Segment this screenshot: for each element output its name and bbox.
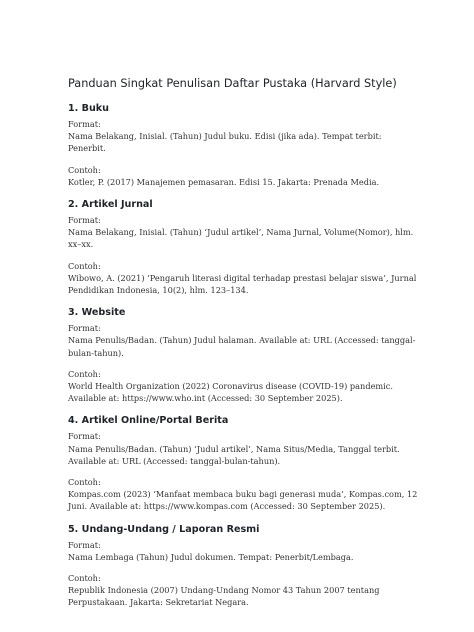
format-text: Nama Belakang, Inisial. (Tahun) ‘Judul artikel’, Nama Jurnal, Volume(Nomor), hlm. xx–xx.	[68, 227, 414, 250]
section-undang-undang	[68, 523, 420, 609]
section-heading: 2. Artikel Jurnal	[68, 199, 153, 211]
example-label: Contoh:	[68, 260, 101, 271]
example-label: Contoh:	[68, 573, 101, 584]
example-text: Kotler, P. (2017) Manajemen pemasaran. Edisi 15. Jakarta: Prenada Media.	[68, 176, 380, 187]
example-label: Contoh:	[68, 164, 101, 175]
format-label: Format:	[68, 539, 101, 550]
format-text: Nama Penulis/Badan. (Tahun) Judul halaman. Available at: URL (Accessed: tanggal-bulan-tahun).	[68, 335, 416, 358]
format-text: Nama Belakang, Inisial. (Tahun) Judul buku. Edisi (jika ada). Tempat terbit: Penerbit.	[68, 131, 382, 154]
section-buku	[68, 102, 420, 198]
format-label: Format:	[68, 215, 101, 226]
section-artikel-online	[68, 414, 420, 522]
section-heading: 3. Website	[68, 307, 126, 319]
document-body	[68, 76, 420, 609]
example-label: Contoh:	[68, 368, 101, 379]
example-text: Wibowo, A. (2021) ‘Pengaruh literasi digital terhadap prestasi belajar siswa’, Jurnal Pendidikan Indonesia, 10(2), hlm. 123–134.	[68, 272, 417, 296]
section-heading: 1. Buku	[68, 103, 110, 114]
section-heading: 5. Undang-Undang / Laporan Resmi	[68, 523, 260, 535]
example-text: World Health Organization (2022) Coronavirus disease (COVID-19) pandemic. Available at: https://www.who.int (Accessed: 30 September 2025).	[68, 381, 393, 404]
format-label: Format:	[68, 431, 101, 442]
section-heading: 4. Artikel Online/Portal Berita	[68, 415, 229, 427]
document-title: Panduan Singkat Penulisan Daftar Pustaka (Harvard Style)	[68, 77, 397, 90]
example-text: Kompas.com (2023) ‘Manfaat membaca buku bagi generasi muda’, Kompas.com, 12 Juni. Available at: https://www.kompas.com (Accessed: 30 September 2025).	[68, 489, 418, 512]
section-website	[68, 306, 420, 414]
format-label: Format:	[68, 323, 101, 334]
section-artikel-jurnal	[68, 198, 420, 306]
format-text: Nama Lembaga (Tahun) Judul dokumen. Tempat: Penerbit/Lembaga.	[68, 551, 354, 562]
format-text: Nama Penulis/Badan. (Tahun) ‘Judul artikel’, Nama Situs/Media, Tanggal terbit. Available at: URL (Accessed: tanggal-bulan-tahun).	[68, 443, 400, 466]
example-text: Republik Indonesia (2007) Undang-Undang Nomor 43 Tahun 2007 tentang Perpustakaan. Jakarta: Sekretariat Negara.	[68, 585, 380, 608]
example-label: Contoh:	[68, 477, 101, 488]
format-label: Format:	[68, 119, 101, 129]
